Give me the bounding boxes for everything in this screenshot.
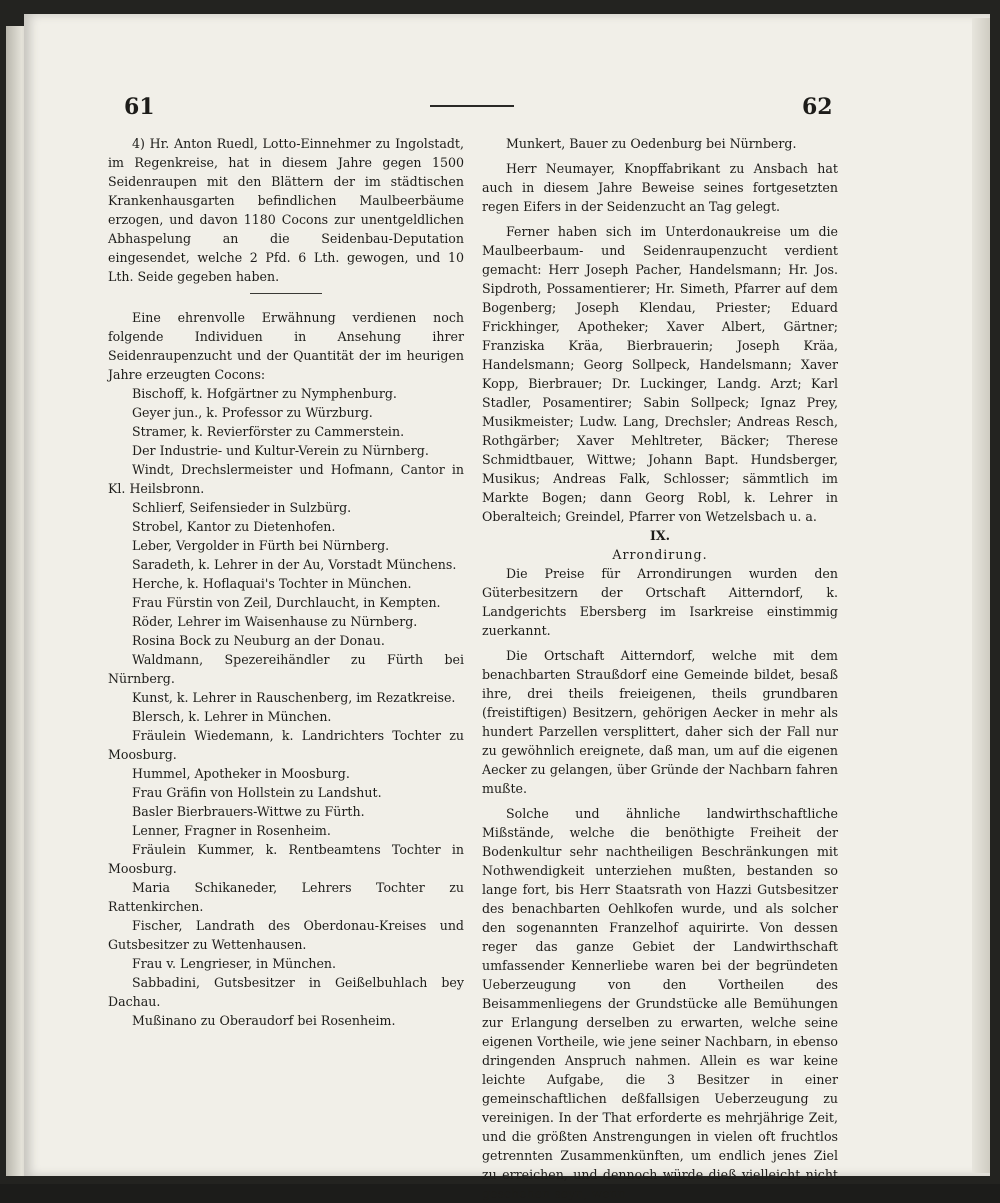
munkert-entry: Munkert, Bauer zu Oedenburg bei Nürnberg. [506,136,797,151]
arrondirung-paragraph-2: Die Ortschaft Aitterndorf, welche mit dem benachbarten Straußdorf eine Gemeinde bildet, besaß ihre, drei theils freieigenen, theils grundbaren (freistiftigen) Besitzern, gehörigen Aecker in mehr als hundert Parzellen versplittert, daher sich der Fall nur zu gewöhnlich ereignete, daß man, um auf die eigenen Aecker zu gelangen, über Gründe der Nachbarn fahren mußte. [482,648,838,796]
mention-entry: Geyer jun., k. Professor zu Würzburg. [132,405,373,420]
mention-entry: Stramer, k. Revierförster zu Cammerstein. [132,424,405,439]
page-right-edge [972,18,990,1173]
mention-entry: Rosina Bock zu Neuburg an der Donau. [132,633,385,648]
mention-entry: Fischer, Landrath des Oberdonau-Kreises und Gutsbesitzer zu Wettenhausen. [108,918,464,952]
arrondirung-paragraph-3: Solche und ähnliche landwirthschaftliche Mißstände, welche die benöthigte Freiheit der Bodenkultur sehr nachtheiligen Beschränkungen mit Nothwendigkeit unterziehen mußten, bestanden so lange fort, bis Herr Staatsrath von Hazzi Gutsbesitzer des benachbarten Oehlkofen wurde, und als solcher den sogenannten Franzelhof aquirirte. Von dessen reger das ganze Gebiet der Landwirthschaft umfassender Kennerliebe waren bei der begründeten Ueberzeugung von den Vortheilen des Beisammenliegens der Grundstücke alle Bemühungen zur Erlangung derselben zu erwarten, welche seine eigenen Vortheile, wie jene seiner Nachbarn, in ebenso dringenden Anspruch nahmen. Allein es war keine leichte Aufgabe, die 3 Besitzer in einer gemeinschaftlichen deßfallsigen Ueberzeugung zu vereinigen. In der That erforderte es mehrjährige Zeit, und die größten Anstrengungen in vielen oft fruchtlos getrennten Zusammenkünften, um endlich jenes Ziel zu erreichen, und dennoch würde dieß vielleicht nicht geschehen seyn, wenn [482,806,838,1201]
unterdonaukreis-paragraph: Ferner haben sich im Unterdonaukreise um die Maulbeerbaum- und Seidenraupenzucht verdient gemacht: Herr Joseph Pacher, Handelsmann; Hr. Jos. Sipdroth, Possamentierer; Hr. Simeth, Pfarrer auf dem Bogenberg; Joseph Klendau, Priester; Eduard Frickhinger, Apotheker; Xaver Albert, Gärtner; Franziska Kräa, Bierbrauerin; Joseph Kräa, Handelsmann; Georg Sollpeck, Handelsmann; Xaver Kopp, Bierbrauer; Dr. Luckinger, Landg. Arzt; Karl Stadler, Posamentirer; Sabin Sollpeck; Ignaz Prey, Musikmeister; Ludw. Lang, Drechsler; Andreas Resch, Rothgärber; Xaver Mehltreter, Bäcker; Therese Schmidtbauer, Wittwe; Johann Bapt. Hundsberger, Musikus; Andreas Falk, Schlosser; sämmtlich im Markte Bogen; dann Georg Robl, k. Lehrer in Oberalteich; Greindel, Pfarrer von Wetzelsbach u. a. [482,224,838,524]
mention-entry: Leber, Vergolder in Fürth bei Nürnberg. [132,538,390,553]
mention-entry: Maria Schikaneder, Lehrers Tochter zu Rattenkirchen. [108,880,464,914]
mention-entry: Schlierf, Seifensieder in Sulzbürg. [132,500,352,515]
right-column [482,134,838,1203]
neumayer-paragraph: Herr Neumayer, Knopffabrikant zu Ansbach hat auch in diesem Jahre Beweise seines fortgesetzten regen Eifers in der Seidenzucht an Tag gelegt. [482,161,838,214]
mention-entry: Waldmann, Spezereihändler zu Fürth bei Nürnberg. [108,652,464,686]
mention-entry: Hummel, Apotheker in Moosburg. [132,766,350,781]
honorable-mention-intro: Eine ehrenvolle Erwähnung verdienen noch folgende Individuen in Ansehung ihrer Seidenraupenzucht und der Quantität der im heurigen Jahre erzeugten Cocons: [108,310,464,382]
honorable-mention-list [108,384,464,1030]
mention-entry: Frau Gräfin von Hollstein zu Landshut. [132,785,382,800]
mention-entry: Herche, k. Hoflaquai's Tochter in München. [132,576,412,591]
mention-entry: Saradeth, k. Lehrer in der Au, Vorstadt Münchens. [132,557,457,572]
mention-entry: Fräulein Kummer, k. Rentbeamtens Tochter in Moosburg. [108,842,464,876]
mention-entry: Basler Bierbrauers-Wittwe zu Fürth. [132,804,365,819]
mention-entry: Bischoff, k. Hofgärtner zu Nymphenburg. [132,386,397,401]
mention-entry: Windt, Drechslermeister und Hofmann, Cantor in Kl. Heilsbronn. [108,462,464,496]
mention-entry: Kunst, k. Lehrer in Rauschenberg, im Rezatkreise. [132,690,456,705]
section-title: Arrondirung. [612,547,708,562]
mention-entry: Der Industrie- und Kultur-Verein zu Nürnberg. [132,443,429,458]
mention-entry: Frau Fürstin von Zeil, Durchlaucht, in Kempten. [132,595,441,610]
mention-entry: Fräulein Wiedemann, k. Landrichters Tochter zu Moosburg. [108,728,464,762]
header-rule [430,105,514,107]
mention-entry: Strobel, Kantor zu Dietenhofen. [132,519,336,534]
item-4-paragraph: 4) Hr. Anton Ruedl, Lotto-Einnehmer zu Ingolstadt, im Regenkreise, hat in diesem Jahre gegen 1500 Seidenraupen mit den Blättern der im städtischen Krankenhausgarten befindlichen Maulbeerbäume erzogen, und davon 1180 Cocons zur unentgeldlichen Abhaspelung an die Seidenbau-Deputation eingesendet, welche 2 Pfd. 6 Lth. gewogen, und 10 Lth. Seide gegeben haben. [108,136,464,284]
mention-entry: Blersch, k. Lehrer in München. [132,709,332,724]
left-column [108,134,464,1030]
mention-entry: Mußinano zu Oberaudorf bei Rosenheim. [132,1013,396,1028]
mention-entry: Lenner, Fragner in Rosenheim. [132,823,331,838]
right-page-number: 62 [802,94,833,120]
mention-entry: Sabbadini, Gutsbesitzer in Geißelbuhlach bey Dachau. [108,975,464,1009]
mention-entry: Frau v. Lengrieser, in München. [132,956,337,971]
mention-entry: Röder, Lehrer im Waisenhause zu Nürnberg. [132,614,418,629]
left-page-number: 61 [124,94,155,120]
arrondirung-paragraph-1: Die Preise für Arrondirungen wurden den Güterbesitzern der Ortschaft Aitterndorf, k. Landgerichts Ebersberg im Isarkreise einstimmig zuerkannt. [482,566,838,638]
section-divider [250,293,322,294]
section-number: IX. [649,528,671,543]
